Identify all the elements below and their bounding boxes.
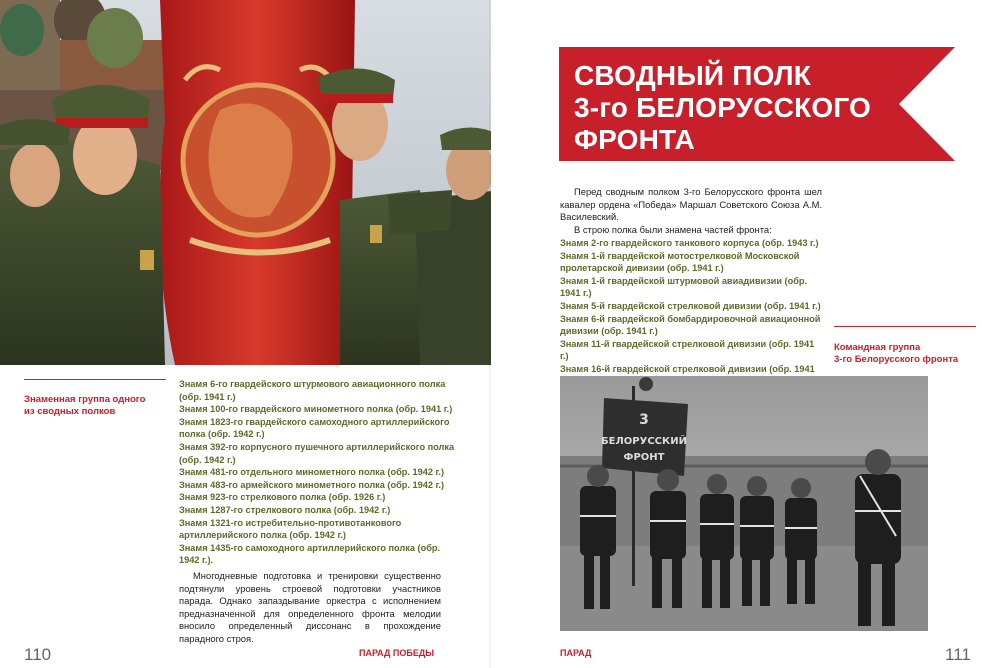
right-photo-caption xyxy=(834,342,979,366)
left-photo-caption xyxy=(24,394,169,418)
color-photo-illustration xyxy=(0,0,500,365)
banner-line: (обр. 1942 г.) xyxy=(179,454,236,465)
right-intro-text xyxy=(560,186,822,236)
right-intro-paragraph: Перед сводным полком 3-го Белорусского фронта шел кавалер ордена «Победа» Маршал Советского Союза А.М. Василевский. xyxy=(560,186,822,223)
left-body-paragraph xyxy=(179,570,441,646)
banner-line: Знамя 100-го гвардейского минометного полка (обр. 1941 г.) xyxy=(179,404,453,415)
banner-line: Знамя 6-го гвардейского штурмового авиационного полка xyxy=(179,379,446,389)
right-banner-list xyxy=(560,237,822,388)
banner-line: Знамя 11-й гвардейской стрелковой дивизии (обр. 1941 г.) xyxy=(560,338,815,362)
left-caption-line-1: Знаменная группа одного xyxy=(24,394,146,405)
right-list-intro: В строю полка были знамена частей фронта: xyxy=(574,223,772,235)
page-number-left: 110 xyxy=(24,645,52,664)
left-caption-line-2: из сводных полков xyxy=(24,406,116,417)
banner-line: Знамя 1823-го гвардейского самоходного артиллерийского xyxy=(179,416,450,427)
title-line-2: 3-го БЕЛОРУССКОГО xyxy=(574,92,872,123)
photo-banner-line-1: БЕЛОРУССКИЙ xyxy=(601,436,687,447)
bw-photo-illustration xyxy=(560,376,928,631)
photo-banner-number: 3 xyxy=(639,412,649,428)
banner-line: полка (обр. 1942 г.) xyxy=(179,429,265,440)
banner-line: Знамя 481-го отдельного минометного полка (обр. 1942 г.) xyxy=(179,467,445,478)
page-number-right: 111 xyxy=(945,645,971,664)
running-title-left: ПАРАД ПОБЕДЫ xyxy=(359,648,435,658)
photo-banner-line-2: ФРОНТ xyxy=(623,452,665,463)
banner-line: Знамя 1-й гвардейской мотострелковой Московской xyxy=(560,250,800,261)
banner-line: (обр. 1941 г.) xyxy=(179,391,236,402)
banner-line: Знамя 2-го гвардейского танкового корпуса (обр. 1943 г.) xyxy=(560,238,819,248)
banner-line: пролетарской дивизии (обр. 1941 г.) xyxy=(560,263,724,274)
color-photo-banner-group xyxy=(0,0,500,365)
banner-line: артиллерийского полка (обр. 1942 г.) xyxy=(179,530,346,541)
banner-line: Знамя 923-го стрелкового полка (обр. 1926 г.) xyxy=(179,492,386,503)
right-caption-line-2: 3-го Белорусского фронта xyxy=(834,354,959,365)
banner-line: Знамя 483-го армейского минометного полка (обр. 1942 г.) xyxy=(179,479,445,490)
section-title xyxy=(574,60,872,156)
banner-line: Знамя 1321-го истребительно-противотанкового xyxy=(179,517,402,528)
banner-line: Знамя 6-й гвардейской бомбардировочной авиационной xyxy=(560,313,821,324)
banner-line: Знамя 1435-го самоходного артиллерийского полка (обр. xyxy=(179,542,441,553)
banner-line: 1941 г.) xyxy=(560,288,592,299)
banner-line: Знамя 1287-го стрелкового полка (обр. 1942 г.) xyxy=(179,504,391,515)
left-caption-rule xyxy=(24,379,166,380)
right-caption-rule xyxy=(834,326,976,327)
running-title-right: ПАРАД xyxy=(560,648,592,658)
banner-line: 1942 г.). xyxy=(179,555,214,566)
right-caption-line-1: Командная группа xyxy=(834,342,921,353)
banner-line: Знамя 392-го корпусного пушечного артиллерийского полка xyxy=(179,441,455,452)
title-line-3: ФРОНТА xyxy=(574,124,695,155)
left-banner-list xyxy=(179,378,469,567)
left-paragraph-text: Многодневные подготовка и тренировки существенно подтянули уровень строевой подготовки участников парада. Однако запаздывание оркестра с исполнением предназначенной для определенного фронта мелодии вносило определенный диссонанс в прохождение парадного строя. xyxy=(179,570,441,644)
banner-line: Знамя 5-й гвардейской стрелковой дивизии (обр. 1941 г.) xyxy=(560,300,821,311)
title-line-1: СВОДНЫЙ ПОЛК xyxy=(574,60,811,91)
bw-photo-command-group xyxy=(560,376,928,631)
banner-line: дивизии (обр. 1941 г.) xyxy=(560,326,658,337)
banner-line: Знамя 1-й гвардейской штурмовой авиадивизии (обр. xyxy=(560,275,808,286)
banner-line: Знамя 16-й гвардейской стрелковой дивизии (обр. 1941 xyxy=(560,363,815,374)
